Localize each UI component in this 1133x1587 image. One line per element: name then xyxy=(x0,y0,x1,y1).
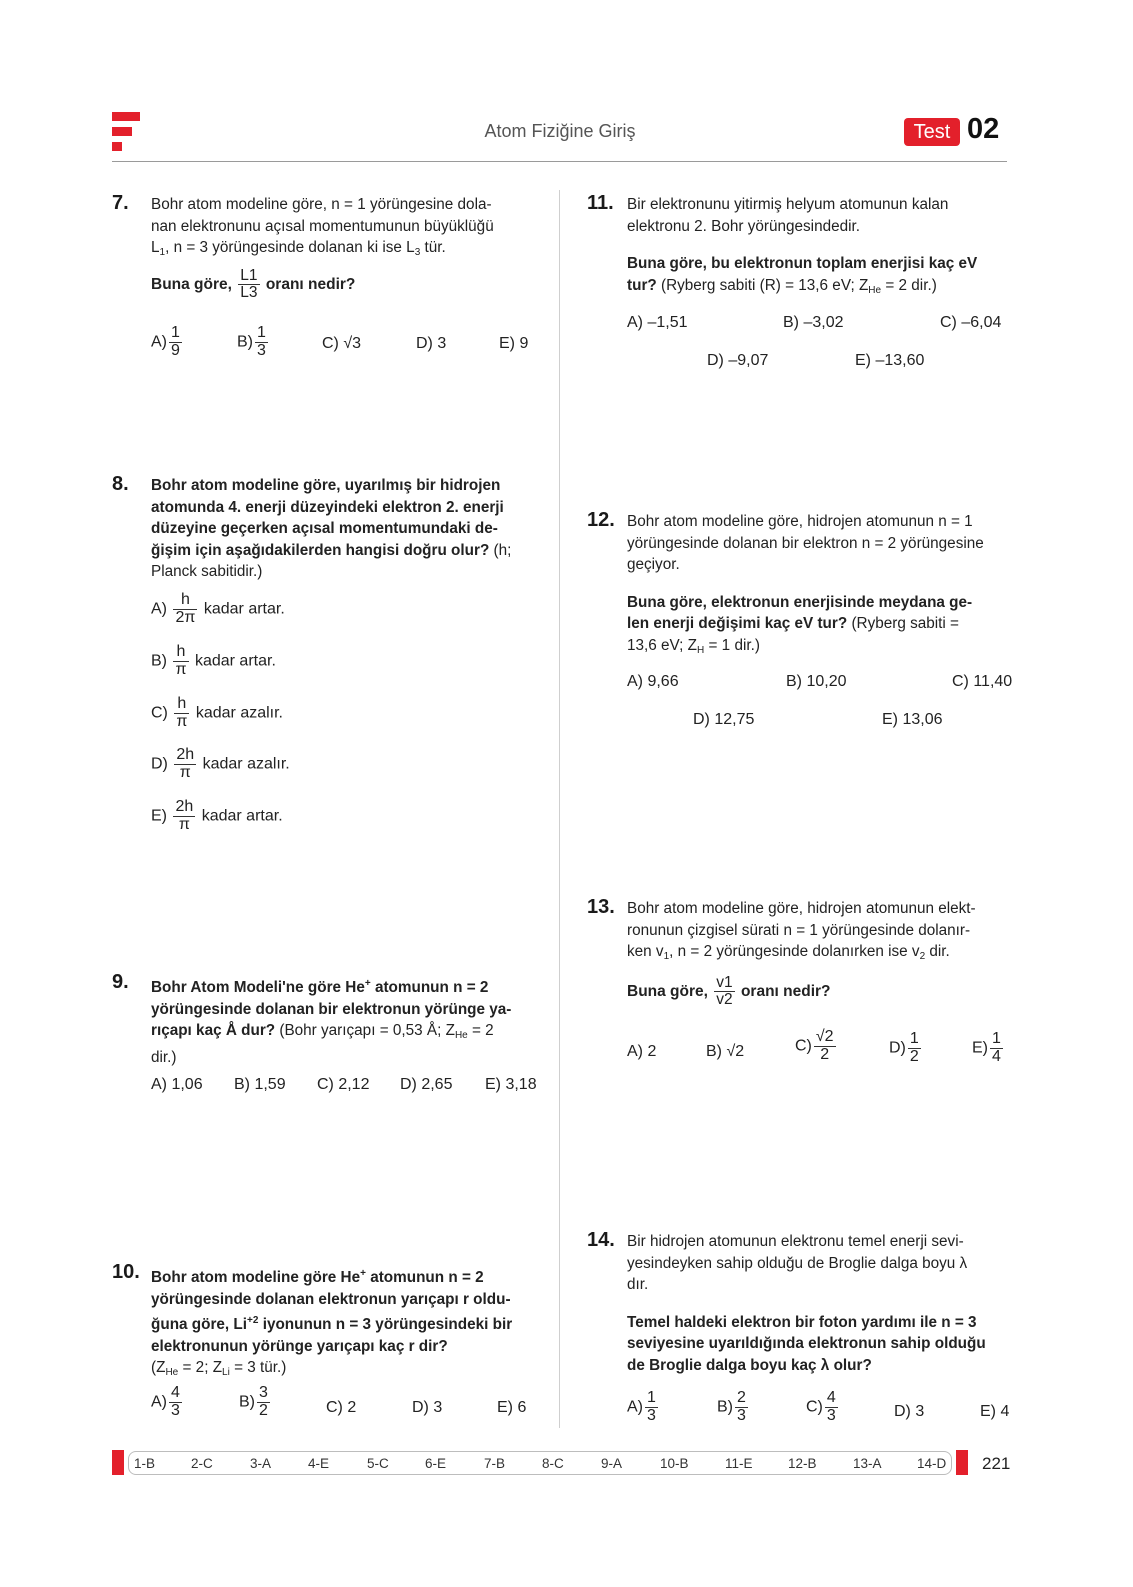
text-line: seviyesine uyarıldığında elektronun sahip olduğu xyxy=(627,1335,986,1352)
text-line: yörüngesinde dolanan bir elektron n = 2 yörüngesine xyxy=(627,534,984,552)
option-c[interactable] xyxy=(151,696,283,731)
fraction-numerator: 1 xyxy=(257,324,266,341)
text-line xyxy=(627,275,1008,302)
option-letter: E) xyxy=(972,1039,988,1057)
option-letter: A) xyxy=(627,1398,643,1416)
option-d[interactable]: D) 3 xyxy=(412,1399,443,1416)
fraction-denominator: 2 xyxy=(259,1401,268,1419)
question-text xyxy=(627,511,1008,661)
text-span: iyonunun n = 3 yörüngesindeki bir xyxy=(262,1316,513,1333)
text-span: ğuna göre, Li xyxy=(151,1316,248,1333)
fraction-numerator: 2h xyxy=(175,798,194,815)
text-line: Temel haldeki elektron bir foton yardımı ile n = 3 xyxy=(627,1313,977,1331)
option-a[interactable] xyxy=(151,325,184,360)
option-c[interactable] xyxy=(806,1390,840,1425)
fraction-numerator: 4 xyxy=(826,1389,836,1406)
answer-item: 2-C xyxy=(191,1456,213,1471)
fraction-numerator: 2 xyxy=(737,1389,746,1406)
option-a[interactable] xyxy=(151,1385,184,1420)
text-span: Bohr Atom Modeli'ne göre He xyxy=(151,979,365,996)
fraction xyxy=(990,1031,1003,1066)
option-letter: B) xyxy=(239,1393,255,1411)
option-letter: A) xyxy=(151,600,167,618)
fraction-numerator: 1 xyxy=(171,324,180,341)
text-line: Bohr atom modeline göre, uyarılmış bir hidrojen xyxy=(151,477,501,494)
option-text: kadar artar. xyxy=(201,807,283,825)
text-line: atomunda 4. enerji düzeyindeki elektron 2. enerji xyxy=(151,498,504,516)
text-line: Planck sabitidir.) xyxy=(151,563,263,580)
answer-item: 8-C xyxy=(542,1456,564,1471)
text-line: yesindeyken sahip olduğu de Broglie dalga boyu λ xyxy=(627,1254,968,1272)
option-text: kadar azalır. xyxy=(195,704,283,722)
logo-bar-middle xyxy=(112,127,132,136)
fraction-numerator: L1 xyxy=(240,267,258,284)
question-text xyxy=(151,973,532,1068)
question-text xyxy=(151,475,532,583)
text-span: = 2; Z xyxy=(182,1359,223,1376)
fraction-denominator: π xyxy=(178,815,190,833)
option-d[interactable]: D) 12,75 xyxy=(693,711,755,728)
text-line xyxy=(151,1263,532,1289)
fraction-denominator: π xyxy=(175,660,187,678)
text-span: atomunun n = 2 xyxy=(370,1269,484,1286)
text-span: 13,6 eV; Z xyxy=(627,636,698,654)
text-line xyxy=(151,540,532,562)
option-c[interactable]: C) 2,12 xyxy=(317,1076,370,1093)
question-number: 7. xyxy=(112,192,129,214)
text-line: Bohr atom modeline göre, n = 1 yörüngesine dola- xyxy=(151,196,492,213)
text-line: dir.) xyxy=(151,1048,177,1066)
text-line xyxy=(627,613,1008,635)
answer-item: 4-E xyxy=(308,1456,330,1471)
fraction xyxy=(814,1029,836,1064)
option-b[interactable]: B) 10,20 xyxy=(786,673,847,690)
option-text: kadar artar. xyxy=(203,600,285,618)
question-prompt xyxy=(151,268,355,302)
option-a[interactable]: A) 9,66 xyxy=(627,673,679,690)
text-span: L xyxy=(151,239,160,256)
text-span: Bohr atom modeline göre He xyxy=(151,1269,361,1286)
logo-bar-bottom xyxy=(112,142,122,151)
subscript: He xyxy=(165,1367,179,1378)
text-span: ken v xyxy=(627,943,664,960)
text-line: Bohr atom modeline göre, hidrojen atomunun n = 1 xyxy=(627,513,973,530)
option-b[interactable] xyxy=(239,1385,272,1420)
text-span: ğişim için aşağıdakilerden hangisi doğru olur? xyxy=(151,541,490,559)
option-letter: D) xyxy=(151,755,168,773)
text-line: elektronunun yörünge yarıçapı kaç r dir? xyxy=(151,1337,448,1355)
option-e[interactable]: E) 6 xyxy=(497,1399,527,1416)
answer-key-bar-right xyxy=(956,1450,968,1475)
question-text xyxy=(627,194,1008,301)
text-span: , n = 3 yörüngesinde dolanan ki ise L xyxy=(165,239,415,256)
text-span: = 2 xyxy=(472,1022,494,1039)
option-e[interactable]: E) 4 xyxy=(980,1403,1010,1420)
text-span: (Bohr yarıçapı = 0,53 Å; Z xyxy=(279,1022,455,1039)
fraction-denominator: 2 xyxy=(909,1047,919,1065)
subscript: He xyxy=(868,284,882,296)
question-text xyxy=(151,1263,532,1384)
fraction-numerator: 2h xyxy=(176,746,195,763)
text-line xyxy=(151,1357,532,1384)
fraction-denominator: 2π xyxy=(175,608,196,626)
text-line: düzeyine geçerken açısal momentumundaki de- xyxy=(151,520,498,537)
fraction xyxy=(257,1385,270,1420)
header-divider xyxy=(112,161,1007,162)
option-d[interactable]: D) 2,65 xyxy=(400,1076,453,1093)
text-span: rıçapı kaç Å dur? xyxy=(151,1022,276,1039)
option-e[interactable]: E) 3,18 xyxy=(485,1076,537,1093)
test-badge: Test xyxy=(904,118,960,146)
fraction-numerator: 1 xyxy=(909,1030,919,1047)
prompt-text: Buna göre, xyxy=(151,275,232,293)
option-d[interactable] xyxy=(889,1031,923,1066)
question-prompt xyxy=(627,975,831,1009)
fraction-denominator: 3 xyxy=(826,1406,836,1424)
option-a[interactable] xyxy=(151,592,285,627)
option-d[interactable]: D) –9,07 xyxy=(707,352,769,369)
text-span: (Z xyxy=(151,1359,166,1376)
text-line xyxy=(627,635,1008,662)
option-c[interactable] xyxy=(795,1029,838,1064)
option-a[interactable]: A) –1,51 xyxy=(627,314,688,331)
fraction xyxy=(169,325,182,360)
question-text xyxy=(627,898,1008,968)
fraction-denominator: 3 xyxy=(257,341,266,359)
text-span: dir. xyxy=(929,943,950,960)
question-number: 12. xyxy=(587,509,615,531)
fraction-numerator: 1 xyxy=(647,1389,656,1406)
text-line: de Broglie dalga boyu kaç λ olur? xyxy=(627,1356,872,1374)
question-text xyxy=(151,194,532,264)
subscript: 3 xyxy=(414,247,421,258)
page-number: 221 xyxy=(982,1454,1011,1473)
fraction xyxy=(169,1385,182,1420)
option-letter: A) xyxy=(151,1393,167,1411)
logo-bar-top xyxy=(112,112,140,121)
option-letter: B) xyxy=(151,652,167,670)
option-e[interactable]: E) 9 xyxy=(499,335,529,352)
text-line: yörüngesinde dolanan bir elektronun yörünge ya- xyxy=(151,1000,512,1018)
superscript: + xyxy=(364,978,371,989)
option-b[interactable] xyxy=(717,1390,750,1425)
answer-item: 12-B xyxy=(788,1456,817,1471)
subscript: 1 xyxy=(663,951,670,962)
question-number: 11. xyxy=(587,192,614,214)
option-c[interactable]: C) 2 xyxy=(326,1399,357,1416)
fraction-numerator: v1 xyxy=(716,974,733,991)
answer-key-bar-left xyxy=(112,1450,124,1475)
answer-item: 5-C xyxy=(367,1456,389,1471)
fraction-denominator: v2 xyxy=(716,991,733,1009)
option-letter: B) xyxy=(237,333,253,351)
option-b[interactable] xyxy=(237,325,270,360)
option-d[interactable]: D) 3 xyxy=(416,335,447,352)
text-line: nan elektronunu açısal momentumunun büyüklüğü xyxy=(151,217,494,235)
fraction xyxy=(173,644,188,679)
text-line xyxy=(151,237,532,264)
option-letter: B) xyxy=(717,1398,733,1416)
subscript: H xyxy=(697,644,705,656)
answer-item: 1-B xyxy=(134,1456,156,1471)
text-line xyxy=(151,973,532,999)
fraction xyxy=(174,696,189,731)
option-c[interactable]: C) 11,40 xyxy=(952,673,1013,690)
answer-item: 11-E xyxy=(725,1456,753,1471)
option-e[interactable] xyxy=(972,1031,1005,1066)
text-line: ronunun çizgisel sürati n = 1 yörüngesinde dolanır- xyxy=(627,921,971,939)
fraction-numerator: √2 xyxy=(815,1028,834,1045)
text-line: Buna göre, elektronun enerjisinde meydana ge- xyxy=(627,593,973,611)
option-e[interactable]: E) 13,06 xyxy=(882,711,943,728)
fraction xyxy=(173,799,195,834)
option-b[interactable]: B) 1,59 xyxy=(234,1076,286,1093)
answer-item: 14-D xyxy=(917,1456,947,1471)
fraction-denominator: π xyxy=(179,763,191,781)
option-b[interactable] xyxy=(151,644,276,679)
option-letter: E) xyxy=(151,807,167,825)
test-number: 02 xyxy=(967,113,1000,145)
question-text xyxy=(627,1231,1008,1376)
option-b[interactable]: B) √2 xyxy=(706,1043,745,1060)
fraction-numerator: 1 xyxy=(992,1030,1001,1047)
prompt-text: oranı nedir? xyxy=(740,982,831,1000)
text-span: tür. xyxy=(420,239,446,256)
fraction xyxy=(174,747,196,782)
question-number: 14. xyxy=(587,1229,615,1251)
option-c[interactable]: C) √3 xyxy=(322,335,362,352)
fraction-denominator: 4 xyxy=(992,1047,1001,1065)
answer-item: 7-B xyxy=(484,1456,506,1471)
fraction-numerator: h xyxy=(173,592,197,610)
option-a[interactable]: A) 1,06 xyxy=(151,1076,203,1093)
text-span: tur? xyxy=(627,276,657,294)
fraction xyxy=(238,268,259,302)
superscript: + xyxy=(360,1268,366,1279)
text-span: (Ryberg sabiti = xyxy=(851,615,959,632)
fraction xyxy=(173,592,197,627)
answer-item: 6-E xyxy=(425,1456,447,1471)
answer-item: 10-B xyxy=(660,1456,689,1471)
option-a[interactable] xyxy=(627,1390,660,1425)
question-number: 13. xyxy=(587,896,615,918)
question-number: 10. xyxy=(112,1261,140,1283)
text-span: (Ryberg sabiti (R) = 13,6 eV; Z xyxy=(661,276,869,294)
option-text: kadar artar. xyxy=(194,652,276,670)
answer-item: 13-A xyxy=(853,1456,882,1471)
text-line xyxy=(627,941,1008,968)
prompt-text: oranı nedir? xyxy=(265,275,356,293)
fraction xyxy=(645,1390,658,1425)
fraction-numerator: 3 xyxy=(259,1384,268,1401)
text-span: = 1 dir.) xyxy=(708,636,760,654)
fraction xyxy=(908,1031,921,1066)
text-line: geçiyor. xyxy=(627,556,680,573)
fraction-denominator: 3 xyxy=(171,1401,180,1419)
fraction-numerator: 4 xyxy=(171,1384,180,1401)
fraction-denominator: 3 xyxy=(647,1406,656,1424)
fraction xyxy=(714,975,734,1009)
option-letter: D) xyxy=(889,1039,906,1057)
column-divider xyxy=(559,190,560,1428)
answer-item: 3-A xyxy=(250,1456,272,1471)
option-text: kadar azalır. xyxy=(202,755,290,773)
subscript: 2 xyxy=(919,951,926,962)
subscript: Li xyxy=(222,1367,230,1378)
option-letter: C) xyxy=(151,704,168,722)
option-a[interactable]: A) 2 xyxy=(627,1043,657,1060)
text-line xyxy=(151,1020,532,1047)
question-number: 8. xyxy=(112,473,129,495)
fraction-denominator: 9 xyxy=(171,341,180,359)
fraction xyxy=(255,325,268,360)
text-span: atomunun n = 2 xyxy=(374,979,489,996)
fraction-denominator: 3 xyxy=(737,1406,746,1424)
text-line: Bir elektronunu yitirmiş helyum atomunun kalan xyxy=(627,196,949,213)
superscript: +2 xyxy=(247,1315,259,1326)
text-line xyxy=(151,1310,532,1336)
fraction-numerator: h xyxy=(173,644,188,662)
subscript: 1 xyxy=(159,247,166,258)
option-e[interactable] xyxy=(151,799,283,834)
option-d[interactable]: D) 3 xyxy=(894,1403,925,1420)
option-e[interactable]: E) –13,60 xyxy=(855,352,925,369)
option-b[interactable]: B) –3,02 xyxy=(783,314,844,331)
text-line: Bohr atom modeline göre, hidrojen atomunun elekt- xyxy=(627,900,976,917)
fraction xyxy=(735,1390,748,1425)
page-title: Atom Fiziğine Giriş xyxy=(484,121,636,141)
subscript: He xyxy=(454,1030,468,1041)
option-d[interactable] xyxy=(151,747,290,782)
text-line: Buna göre, bu elektronun toplam enerjisi kaç eV xyxy=(627,255,978,272)
fraction xyxy=(825,1390,838,1425)
text-line: Bir hidrojen atomunun elektronu temel enerji sevi- xyxy=(627,1233,964,1250)
option-c[interactable]: C) –6,04 xyxy=(940,314,1002,331)
question-number: 9. xyxy=(112,971,129,993)
text-span: = 3 tür.) xyxy=(234,1359,287,1376)
fraction-denominator: π xyxy=(176,712,188,730)
text-line: elektronu 2. Bohr yörüngesindedir. xyxy=(627,217,861,235)
prompt-text: Buna göre, xyxy=(627,982,708,1000)
text-span: (h; xyxy=(493,541,512,559)
option-letter: C) xyxy=(795,1037,812,1055)
option-letter: A) xyxy=(151,333,167,351)
text-span: len enerji değişimi kaç eV tur? xyxy=(627,615,848,632)
text-span: = 2 dir.) xyxy=(885,276,937,294)
answer-item: 9-A xyxy=(601,1456,623,1471)
option-letter: C) xyxy=(806,1398,823,1416)
fraction-denominator: 2 xyxy=(820,1045,830,1063)
text-line: yörüngesinde dolanan elektronun yarıçapı r oldu- xyxy=(151,1290,511,1308)
fraction-denominator: L3 xyxy=(240,284,258,302)
fraction-numerator: h xyxy=(174,696,189,714)
text-span: , n = 2 yörüngesinde dolanırken ise v xyxy=(669,943,920,960)
text-line: dır. xyxy=(627,1276,649,1293)
